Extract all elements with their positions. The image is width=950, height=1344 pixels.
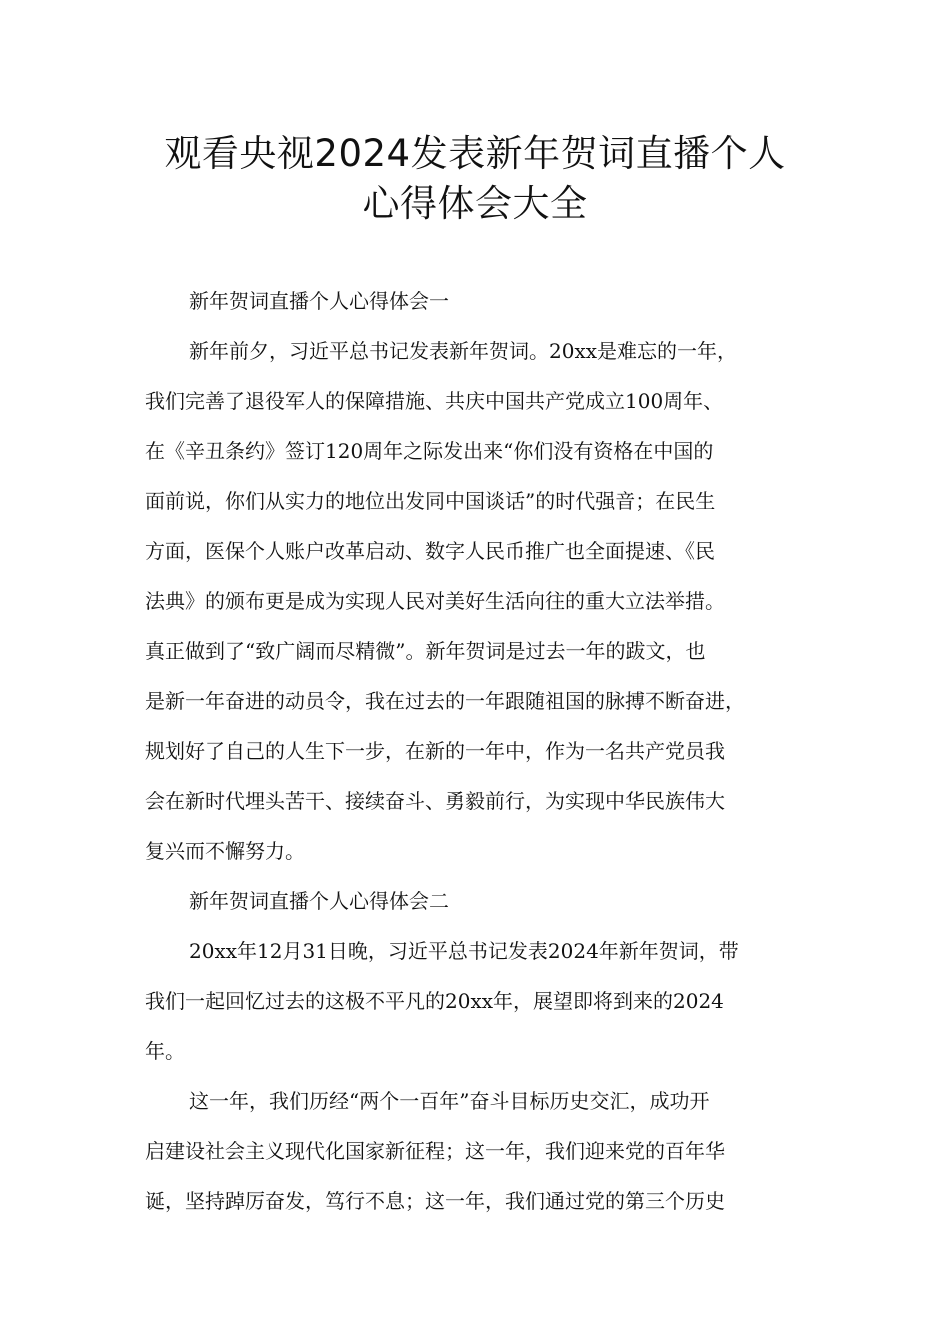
paragraph-line: 面前说，你们从实力的地位出发同中国谈话”的时代强音；在民生 bbox=[145, 489, 716, 513]
paragraph-line: 方面，医保个人账户改革启动、数字人民币推广也全面提速、《民 bbox=[145, 539, 715, 563]
paragraph-line: 年。 bbox=[145, 1039, 185, 1063]
paragraph-line: 20xx年12月31日晚，习近平总书记发表2024年新年贺词，带 bbox=[189, 939, 739, 963]
paragraph-line: 诞，坚持踔厉奋发，笃行不息；这一年，我们通过党的第三个历史 bbox=[145, 1189, 725, 1213]
paragraph-line: 这一年，我们历经“两个一百年”奋斗目标历史交汇，成功开 bbox=[189, 1089, 710, 1113]
paragraph-line: 会在新时代埋头苦干、接续奋斗、勇毅前行，为实现中华民族伟大 bbox=[145, 789, 725, 813]
section-heading-1: 新年贺词直播个人心得体会一 bbox=[189, 289, 449, 313]
paragraph-line: 法典》的颁布更是成为实现人民对美好生活向往的重大立法举措。 bbox=[145, 589, 725, 613]
paragraph-line: 在《辛丑条约》签订120周年之际发出来“你们没有资格在中国的 bbox=[145, 439, 714, 463]
paragraph-line: 新年前夕，习近平总书记发表新年贺词。20xx是难忘的一年， bbox=[189, 339, 738, 363]
paragraph-line: 我们完善了退役军人的保障措施、共庆中国共产党成立100周年、 bbox=[145, 389, 724, 413]
paragraph-line: 是新一年奋进的动员令，我在过去的一年跟随祖国的脉搏不断奋进， bbox=[145, 689, 745, 713]
paragraph-line: 真正做到了“致广阔而尽精微”。新年贺词是过去一年的跋文，也 bbox=[145, 639, 706, 663]
document-title-line-2: 心得体会大全 bbox=[362, 182, 588, 225]
paragraph-line: 规划好了自己的人生下一步，在新的一年中，作为一名共产党员我 bbox=[145, 739, 725, 763]
paragraph-line: 启建设社会主义现代化国家新征程；这一年，我们迎来党的百年华 bbox=[145, 1139, 725, 1163]
section-heading-2: 新年贺词直播个人心得体会二 bbox=[189, 889, 449, 913]
document-title-line-1: 观看央视2024发表新年贺词直播个人 bbox=[164, 132, 786, 175]
paragraph-line: 我们一起回忆过去的这极不平凡的20xx年，展望即将到来的2024 bbox=[145, 989, 724, 1013]
paragraph-line: 复兴而不懈努力。 bbox=[145, 839, 305, 863]
